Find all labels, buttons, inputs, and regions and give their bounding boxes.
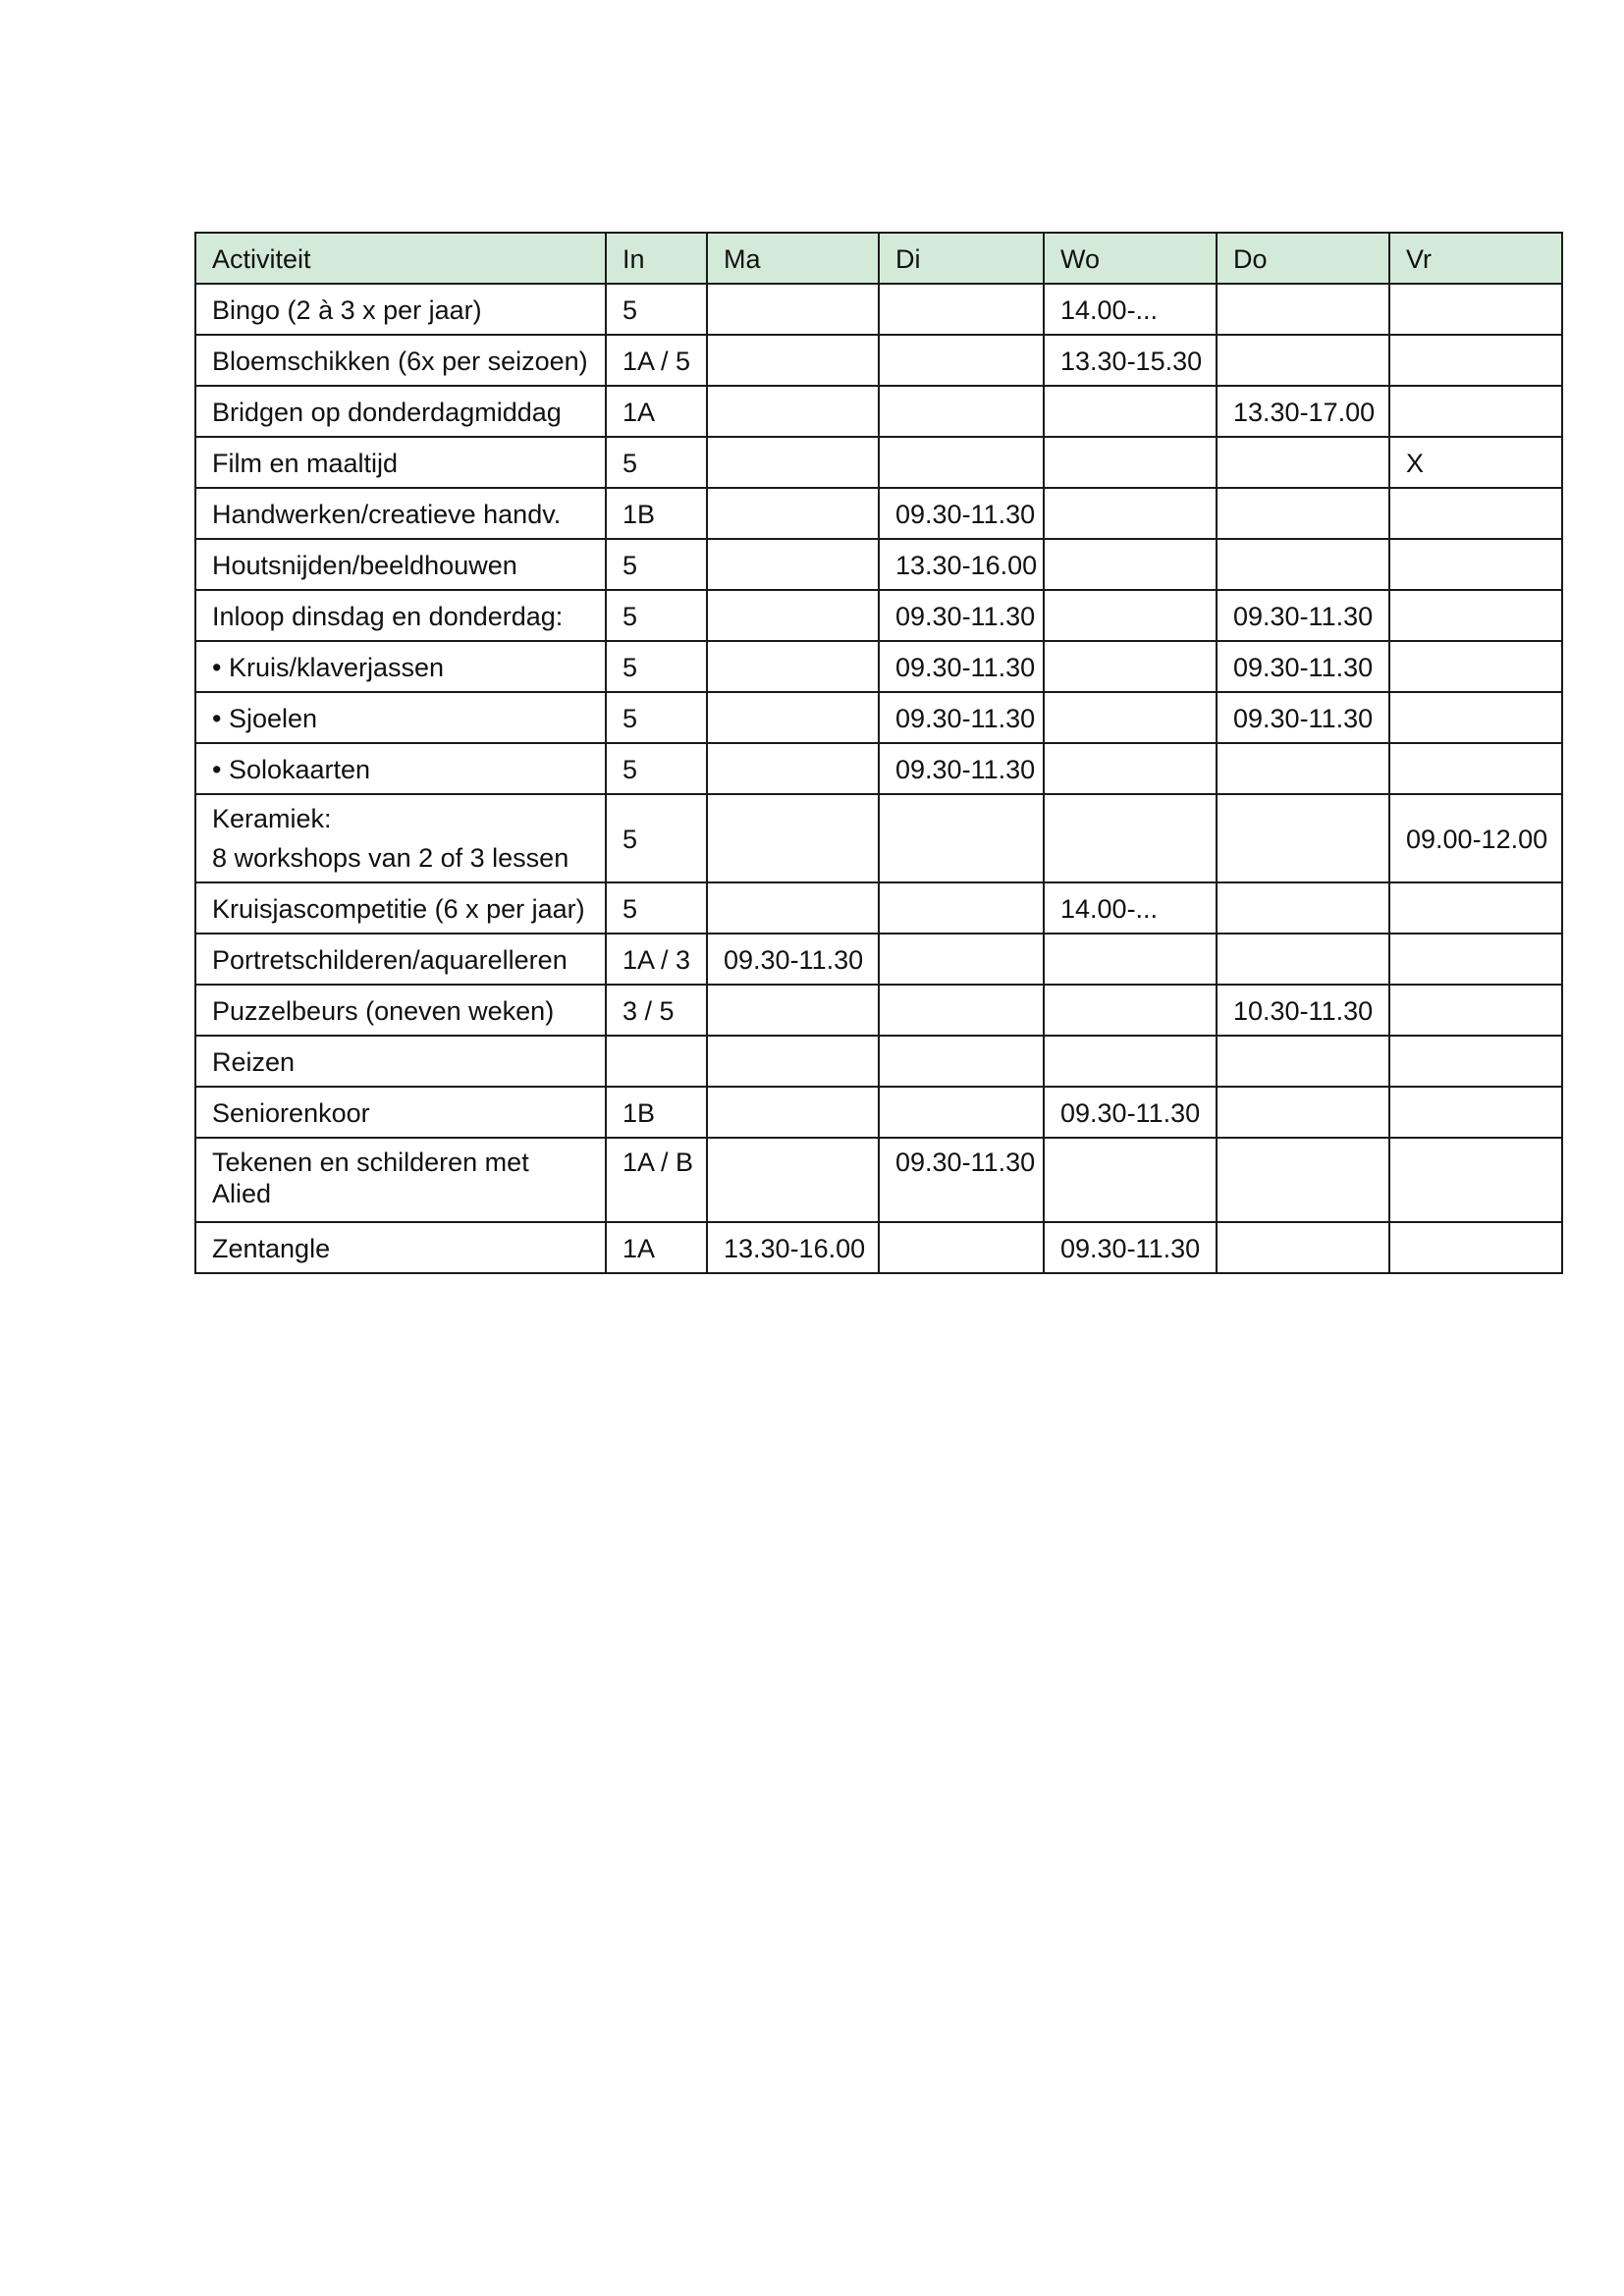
cell-activity: Zentangle (195, 1222, 606, 1273)
cell-ma (707, 1087, 879, 1138)
table-row (195, 590, 1562, 641)
cell-wo: 14.00-... (1044, 882, 1217, 934)
cell-di (879, 1222, 1044, 1273)
cell-do (1217, 1138, 1389, 1222)
table-row (195, 743, 1562, 794)
cell-activity: Film en maaltijd (195, 437, 606, 488)
table-row (195, 934, 1562, 985)
cell-activity: Houtsnijden/beeldhouwen (195, 539, 606, 590)
table-row (195, 692, 1562, 743)
cell-vr (1389, 386, 1562, 437)
table-row (195, 1138, 1562, 1222)
header-di: Di (879, 233, 1044, 284)
activity-schedule-table (194, 232, 1563, 1274)
table-row (195, 1222, 1562, 1273)
cell-do (1217, 488, 1389, 539)
cell-wo (1044, 488, 1217, 539)
cell-vr (1389, 335, 1562, 386)
header-wo: Wo (1044, 233, 1217, 284)
cell-wo (1044, 437, 1217, 488)
cell-vr: 09.00-12.00 (1389, 794, 1562, 882)
cell-in: 5 (606, 882, 707, 934)
cell-activity: Handwerken/creatieve handv. (195, 488, 606, 539)
cell-ma (707, 1138, 879, 1222)
cell-do (1217, 284, 1389, 335)
table-row (195, 1036, 1562, 1087)
table-body (195, 284, 1562, 1273)
header-vr: Vr (1389, 233, 1562, 284)
cell-ma (707, 985, 879, 1036)
cell-activity: Reizen (195, 1036, 606, 1087)
cell-ma: 09.30-11.30 (707, 934, 879, 985)
cell-wo (1044, 590, 1217, 641)
cell-vr (1389, 284, 1562, 335)
cell-di: 09.30-11.30 (879, 692, 1044, 743)
cell-vr (1389, 590, 1562, 641)
cell-wo (1044, 1138, 1217, 1222)
activity-line-2: Alied (212, 1179, 272, 1209)
cell-in: 1A (606, 1222, 707, 1273)
cell-activity: Inloop dinsdag en donderdag: (195, 590, 606, 641)
cell-di (879, 934, 1044, 985)
cell-in: 5 (606, 539, 707, 590)
cell-in: 5 (606, 641, 707, 692)
cell-ma (707, 794, 879, 882)
cell-wo (1044, 985, 1217, 1036)
cell-activity: • Sjoelen (195, 692, 606, 743)
header-activiteit: Activiteit (195, 233, 606, 284)
cell-do (1217, 934, 1389, 985)
cell-activity (195, 794, 606, 882)
table-row (195, 437, 1562, 488)
cell-activity: Bingo (2 à 3 x per jaar) (195, 284, 606, 335)
cell-do (1217, 1036, 1389, 1087)
cell-in: 5 (606, 590, 707, 641)
cell-do: 09.30-11.30 (1217, 692, 1389, 743)
cell-activity: • Kruis/klaverjassen (195, 641, 606, 692)
cell-do: 10.30-11.30 (1217, 985, 1389, 1036)
cell-in: 5 (606, 437, 707, 488)
cell-di (879, 437, 1044, 488)
cell-wo (1044, 692, 1217, 743)
cell-di (879, 882, 1044, 934)
cell-activity: Puzzelbeurs (oneven weken) (195, 985, 606, 1036)
cell-ma (707, 386, 879, 437)
cell-vr (1389, 934, 1562, 985)
table-row (195, 488, 1562, 539)
cell-di (879, 1087, 1044, 1138)
cell-in: 5 (606, 284, 707, 335)
cell-wo (1044, 743, 1217, 794)
cell-di (879, 335, 1044, 386)
table-row (195, 882, 1562, 934)
table-row (195, 539, 1562, 590)
cell-di: 09.30-11.30 (879, 590, 1044, 641)
cell-di: 09.30-11.30 (879, 743, 1044, 794)
cell-in (606, 1036, 707, 1087)
cell-do (1217, 743, 1389, 794)
cell-wo (1044, 794, 1217, 882)
cell-ma (707, 284, 879, 335)
cell-di: 13.30-16.00 (879, 539, 1044, 590)
cell-vr (1389, 488, 1562, 539)
cell-activity: • Solokaarten (195, 743, 606, 794)
cell-ma: 13.30-16.00 (707, 1222, 879, 1273)
cell-in: 1B (606, 488, 707, 539)
cell-do: 13.30-17.00 (1217, 386, 1389, 437)
cell-in: 5 (606, 794, 707, 882)
cell-ma (707, 743, 879, 794)
table-row (195, 794, 1562, 882)
cell-in: 1B (606, 1087, 707, 1138)
cell-vr (1389, 743, 1562, 794)
cell-ma (707, 590, 879, 641)
cell-do (1217, 539, 1389, 590)
cell-wo (1044, 934, 1217, 985)
cell-vr (1389, 641, 1562, 692)
table-row (195, 284, 1562, 335)
cell-di (879, 794, 1044, 882)
cell-in: 1A / B (606, 1138, 707, 1222)
cell-ma (707, 437, 879, 488)
header-do: Do (1217, 233, 1389, 284)
activity-line-1: Keramiek: (212, 804, 332, 833)
cell-do (1217, 1087, 1389, 1138)
table-row (195, 335, 1562, 386)
cell-ma (707, 1036, 879, 1087)
cell-vr (1389, 985, 1562, 1036)
table-row (195, 386, 1562, 437)
cell-vr (1389, 1087, 1562, 1138)
table-row (195, 985, 1562, 1036)
cell-di (879, 1036, 1044, 1087)
header-ma: Ma (707, 233, 879, 284)
cell-vr: X (1389, 437, 1562, 488)
cell-di: 09.30-11.30 (879, 641, 1044, 692)
cell-vr (1389, 1036, 1562, 1087)
cell-activity: Seniorenkoor (195, 1087, 606, 1138)
cell-do (1217, 794, 1389, 882)
activity-line-1: Tekenen en schilderen met (212, 1148, 529, 1177)
cell-do (1217, 437, 1389, 488)
cell-activity (195, 1138, 606, 1222)
cell-wo (1044, 641, 1217, 692)
cell-activity: Bridgen op donderdagmiddag (195, 386, 606, 437)
cell-di (879, 985, 1044, 1036)
table-header-row (195, 233, 1562, 284)
table-row (195, 1087, 1562, 1138)
cell-wo (1044, 539, 1217, 590)
cell-ma (707, 335, 879, 386)
cell-activity: Kruisjascompetitie (6 x per jaar) (195, 882, 606, 934)
cell-ma (707, 641, 879, 692)
cell-in: 1A / 5 (606, 335, 707, 386)
cell-do (1217, 1222, 1389, 1273)
cell-vr (1389, 1138, 1562, 1222)
cell-ma (707, 488, 879, 539)
cell-ma (707, 539, 879, 590)
cell-di: 09.30-11.30 (879, 1138, 1044, 1222)
cell-do: 09.30-11.30 (1217, 641, 1389, 692)
cell-vr (1389, 539, 1562, 590)
cell-activity: Portretschilderen/aquarelleren (195, 934, 606, 985)
cell-ma (707, 882, 879, 934)
cell-di: 09.30-11.30 (879, 488, 1044, 539)
cell-vr (1389, 692, 1562, 743)
cell-wo: 13.30-15.30 (1044, 335, 1217, 386)
cell-do: 09.30-11.30 (1217, 590, 1389, 641)
cell-di (879, 284, 1044, 335)
cell-vr (1389, 882, 1562, 934)
cell-in: 3 / 5 (606, 985, 707, 1036)
cell-do (1217, 882, 1389, 934)
cell-in: 1A (606, 386, 707, 437)
cell-do (1217, 335, 1389, 386)
cell-wo: 14.00-... (1044, 284, 1217, 335)
cell-wo (1044, 386, 1217, 437)
header-in: In (606, 233, 707, 284)
cell-ma (707, 692, 879, 743)
cell-vr (1389, 1222, 1562, 1273)
cell-in: 5 (606, 692, 707, 743)
table-row (195, 641, 1562, 692)
cell-di (879, 386, 1044, 437)
cell-activity: Bloemschikken (6x per seizoen) (195, 335, 606, 386)
cell-wo: 09.30-11.30 (1044, 1087, 1217, 1138)
cell-in: 1A / 3 (606, 934, 707, 985)
cell-wo (1044, 1036, 1217, 1087)
activity-line-2: 8 workshops van 2 of 3 lessen (212, 843, 569, 874)
cell-in: 5 (606, 743, 707, 794)
cell-wo: 09.30-11.30 (1044, 1222, 1217, 1273)
